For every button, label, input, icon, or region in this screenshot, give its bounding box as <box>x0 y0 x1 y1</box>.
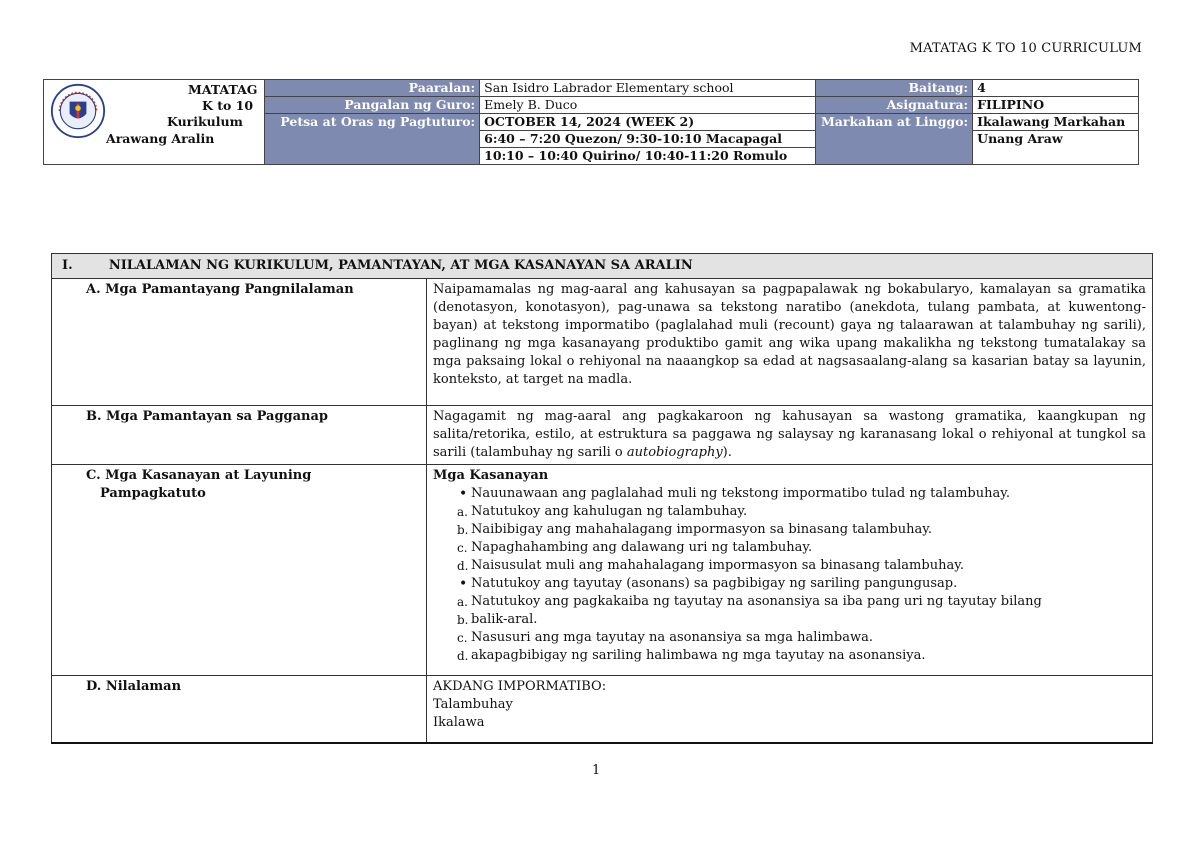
competencies-list <box>433 485 1146 665</box>
list-item <box>433 539 1146 557</box>
list-marker: • <box>459 486 468 502</box>
date-line-2: 6:40 – 7:20 Quezon/ 9:30-10:10 Macapagal <box>480 131 816 148</box>
list-text: Natutukoy ang kahulugan ng talambuhay. <box>471 504 748 519</box>
list-text: Nauunawaan ang paglalahad muli ng tekstong impormatibo tulad ng talambuhay. <box>471 486 1010 501</box>
list-text: Naibibigay ang mahahalagang impormasyon sa binasang talambuhay. <box>471 522 932 537</box>
list-item <box>433 485 1146 503</box>
curriculum-content-table <box>51 253 1153 744</box>
list-marker: d. <box>457 559 469 573</box>
content-line-1: AKDANG IMPORMATIBO: <box>433 679 607 694</box>
list-marker: b. <box>457 523 469 537</box>
grade-label: Baitang: <box>816 80 973 97</box>
teacher-label: Pangalan ng Guro: <box>265 97 480 114</box>
content-standards-text: Naipamamalas ng mag-aaral ang kahusayan sa pagpapalawak ng bokabularyo, kamalayan sa gramatika (denotasyon, konotasyon), pag-unawa sa tekstong naratibo (anekdota, tulang pambata, at kuwentong-bayan) at tekstong impormatibo (paglalahad muli (recount) gaya ng talaarawan at talambuhay ng sarili), paglinang ng mga kasanayang produktibo gamit ang wika upang makalikha ng tekstong tumatalakay sa mga paksaing lokal o rehiyonal na naaangkop sa edad at nagsasaalang-alang sa kasarian batay sa layunin, konteksto, at target na madla. <box>427 279 1153 406</box>
logo-line-1: MATATAG <box>188 82 258 97</box>
logo-line-2: K to 10 <box>202 98 254 113</box>
quarter-line-1: Ikalawang Markahan <box>973 114 1139 131</box>
list-marker: c. <box>457 631 468 645</box>
content-cell <box>427 676 1153 744</box>
list-marker: a. <box>457 505 468 519</box>
content-line-3: Ikalawa <box>433 715 485 730</box>
list-text: Natutukoy ang tayutay (asonans) sa pagbibigay ng sariling pangungusap. <box>471 576 958 591</box>
quarter-label: Markahan at Linggo: <box>816 114 973 165</box>
content-line-2: Talambuhay <box>433 697 513 712</box>
date-line-3: 10:10 – 10:40 Quirino/ 10:40-11:20 Romulo <box>480 148 816 165</box>
section-title: I. NILALAMAN NG KURIKULUM, PAMANTAYAN, AT MGA KASANAYAN SA ARALIN <box>52 254 1153 279</box>
grade-value: 4 <box>973 80 1139 97</box>
performance-standards-cell <box>427 406 1153 465</box>
competencies-heading: Mga Kasanayan <box>433 468 549 483</box>
list-marker: a. <box>457 595 468 609</box>
list-text: akapagbibigay ng sariling halimbawa ng mga tayutay na asonansiya. <box>471 648 926 663</box>
date-line-1: OCTOBER 14, 2024 (WEEK 2) <box>480 114 816 131</box>
subject-label: Asignatura: <box>816 97 973 114</box>
competencies-label: C. Mga Kasanayan at Layuning Pampagkatuto <box>52 465 427 676</box>
deped-seal-icon <box>50 83 106 139</box>
list-item <box>433 575 1146 593</box>
subject-value: FILIPINO <box>973 97 1139 114</box>
list-item <box>433 557 1146 575</box>
list-text: Nasusuri ang mga tayutay na asonansiya sa mga halimbawa. <box>471 630 873 645</box>
quarter-line-2: Unang Araw <box>973 131 1139 165</box>
performance-standards-end: ). <box>722 445 732 460</box>
school-value: San Isidro Labrador Elementary school <box>480 80 816 97</box>
list-text: Naisusulat muli ang mahahalagang impormasyon sa binasang talambuhay. <box>471 558 964 573</box>
page-number: 1 <box>592 763 601 778</box>
logo-line-3: Kurikulum <box>167 114 243 129</box>
date-label: Petsa at Oras ng Pagtuturo: <box>265 114 480 165</box>
list-text: balik-aral. <box>471 612 538 627</box>
competencies-cell <box>427 465 1153 676</box>
list-item <box>433 629 1146 647</box>
teacher-value: Emely B. Duco <box>480 97 816 114</box>
list-item <box>433 503 1146 521</box>
curriculum-header: MATATAG K TO 10 CURRICULUM <box>909 41 1142 56</box>
list-item <box>433 647 1146 665</box>
content-label: D. Nilalaman <box>52 676 427 744</box>
logo-cell <box>44 80 265 165</box>
lesson-info-table <box>43 79 1139 165</box>
content-standards-label: A. Mga Pamantayang Pangnilalaman <box>52 279 427 406</box>
list-item <box>433 593 1146 611</box>
list-marker: b. <box>457 613 469 627</box>
list-text: Natutukoy ang pagkakaiba ng tayutay na asonansiya sa iba pang uri ng tayutay bilang <box>471 594 1042 609</box>
logo-line-4: Arawang Aralin <box>106 131 215 146</box>
performance-standards-text: Nagagamit ng mag-aaral ang pagkakaroon ng kahusayan sa wastong gramatika, kaangkupan ng salita/retorika, estilo, at estruktura sa paggawa ng salaysay ng karanasang lokal o rehiyonal at tungkol sa sarili (talambuhay ng sarili o <box>433 409 1146 460</box>
list-marker: d. <box>457 649 469 663</box>
list-marker: c. <box>457 541 468 555</box>
performance-standards-label: B. Mga Pamantayan sa Pagganap <box>52 406 427 465</box>
school-label: Paaralan: <box>265 80 480 97</box>
list-marker: • <box>459 576 468 592</box>
performance-standards-italic: autobiography <box>626 445 723 460</box>
list-item <box>433 521 1146 539</box>
list-text: Napaghahambing ang dalawang uri ng talambuhay. <box>471 540 813 555</box>
list-item <box>433 611 1146 629</box>
